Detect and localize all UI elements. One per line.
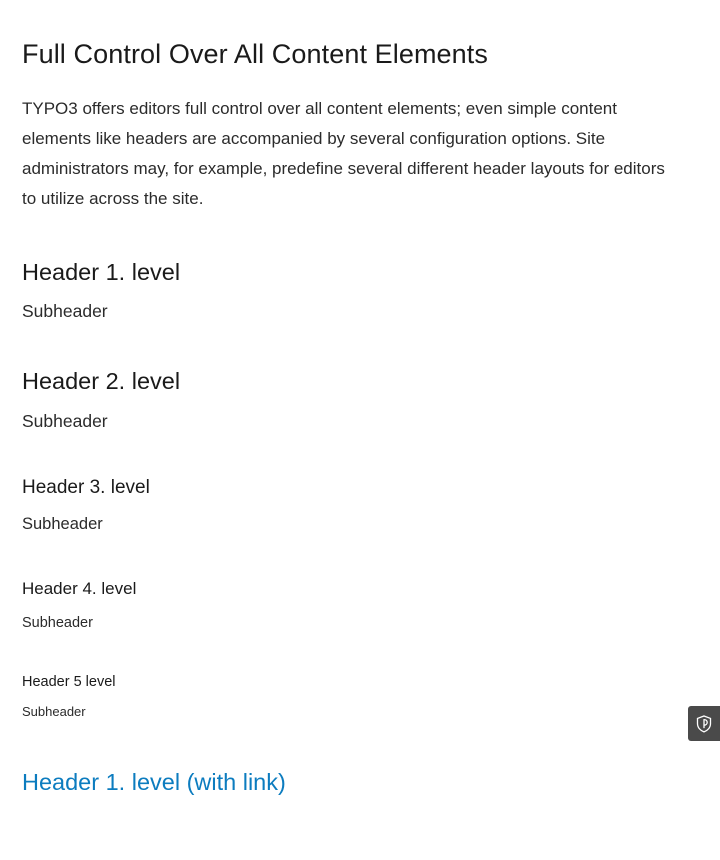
header-with-link[interactable]: Header 1. level (with link) (22, 769, 286, 796)
header-level-5: Header 5 level (22, 673, 116, 690)
section-header-level-1 (22, 258, 682, 322)
subheader-level-1: Subheader (22, 300, 108, 321)
section-header-level-5 (22, 674, 682, 720)
header-level-3: Header 3. level (22, 477, 150, 499)
subheader-level-4: Subheader (22, 615, 93, 632)
subheader-level-3: Subheader (22, 514, 103, 533)
privacy-widget-button[interactable] (688, 706, 720, 741)
page-title: Full Control Over All Content Elements (22, 39, 488, 69)
section-header-level-4 (22, 579, 682, 633)
intro-paragraph: TYPO3 offers editors full control over all content elements; even simple content elements like headers are accompanied by several configuration options. Site administrators may, for example, predefine several different header layouts for editors to utilize across the site. (22, 98, 665, 208)
section-header-level-3 (22, 477, 682, 535)
header-level-4: Header 4. level (22, 578, 137, 598)
header-level-1: Header 1. level (22, 258, 181, 285)
header-level-2: Header 2. level (22, 367, 181, 394)
subheader-level-2: Subheader (22, 411, 108, 432)
content-area (22, 38, 682, 797)
subheader-level-5: Subheader (22, 703, 86, 719)
privacy-shield-icon (696, 715, 712, 733)
section-header-level-2 (22, 367, 682, 432)
